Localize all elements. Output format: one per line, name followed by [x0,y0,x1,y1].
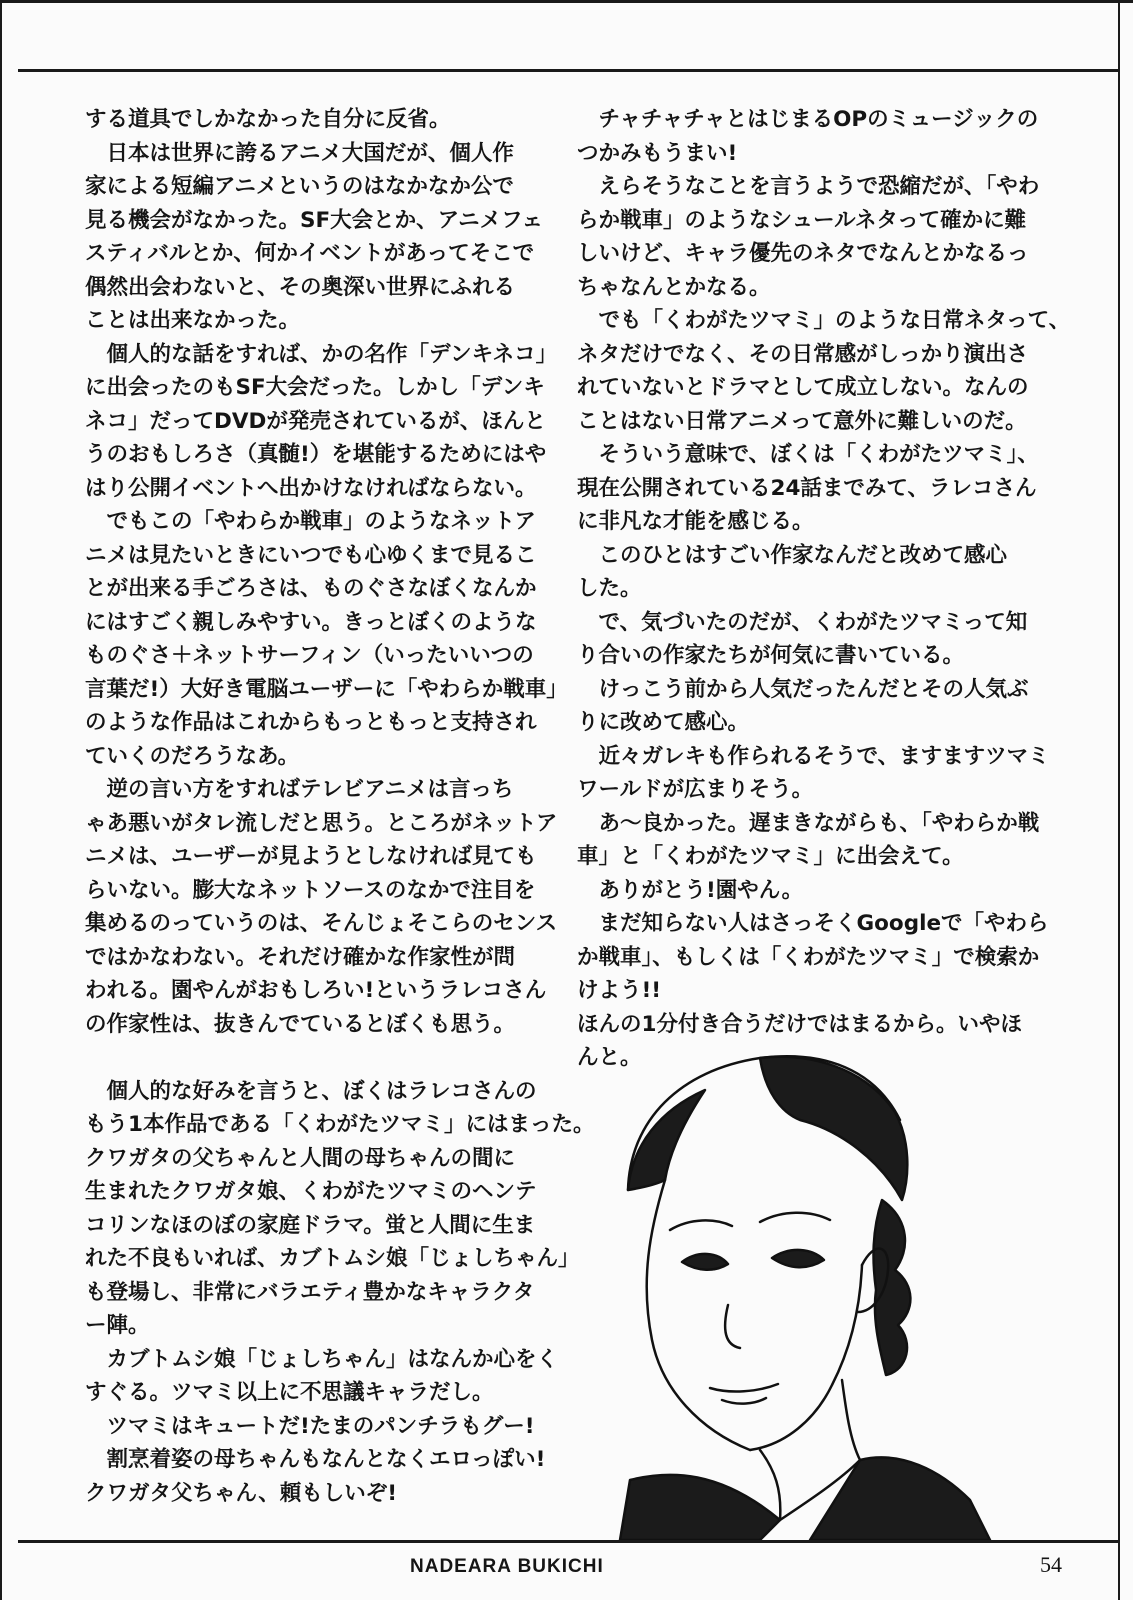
text-line: らいない。膨大なネットソースのなかで注目を [85,877,536,903]
text-line: つかみもうまい! [577,140,738,166]
text-line: で、気づいたのだが、くわがたツマミって知 [577,609,1028,635]
text-line: まだ知らない人はさっそくGoogleで「やわら [577,911,1049,936]
text-line: ー陣。 [85,1313,150,1338]
text-line: ゃあ悪いがタレ流しだと思う。ところがネットア [85,810,558,836]
text-line: すぐる。ツマミ以上に不思議キャラだし。 [85,1380,494,1405]
text-line: れた不良もいれば、カブトムシ娘「じょしちゃん」 [85,1246,580,1271]
text-line: らか戦車」のようなシュールネタって確かに難 [577,207,1027,233]
text-line: ちゃなんとかなる。 [577,274,771,300]
text-line: に非凡な才能を感じる。 [577,509,814,534]
text-line: 現在公開されている24話までみて、ラレコさん [577,475,1037,501]
braid [874,1200,911,1375]
text-line: スティバルとか、何かイベントがあってそこで [85,241,535,266]
text-line: に出会ったのもSF大会だった。しかし「デンキ [85,375,545,400]
text-line: でもこの「やわらか戦車」のようなネットア [85,509,536,534]
text-line: ものぐさ＋ネットサーフィン（いったいいつの [85,643,534,668]
right-eye [772,1250,824,1267]
text-line: われる。園やんがおもしろい!というラレコさん [85,978,547,1003]
text-line: ツマミはキュートだ!たまのパンチラもグー! [85,1413,535,1439]
right-text-column [577,103,1071,1075]
text-line: も登場し、非常にバラエティ豊かなキャラクタ [85,1279,535,1305]
text-line: うのおもしろさ（真髄!）を堪能するためにはや [85,442,547,467]
text-line: もう1本作品である「くわがたツマミ」にはまった。 [85,1112,595,1137]
text-line: 個人的な話をすれば、かの名作「デンキネコ」 [85,341,558,367]
text-line: ネタだけでなく、その日常感がしっかり演出さ [577,341,1029,367]
paragraph-gap [85,1041,525,1075]
text-line: けっこう前から人気だったんだとその人気ぶ [577,676,1029,702]
text-line: り合いの作家たちが何気に書いている。 [577,643,965,668]
text-line: する道具でしかなかった自分に反省。 [85,107,451,132]
text-line: はり公開イベントへ出かけなければならない。 [85,475,537,501]
text-line: 見る機会がなかった。SF大会とか、アニメフェ [85,207,544,233]
text-line: チャチャチャとはじまるOPのミュージックの [577,107,1039,132]
text-line: えらそうなことを言うようで恐縮だが、「やわ [577,174,1040,199]
text-line: 割烹着姿の母ちゃんもなんとなくエロっぽい! [85,1447,546,1472]
text-line: カブトムシ娘「じょしちゃん」はなんか心をく [85,1346,559,1372]
page-left-border [0,0,2,1600]
text-line: ワールドが広まりそう。 [577,777,814,802]
footer-author: NADEARA BUKICHI [410,1556,604,1577]
page-right-border [1118,0,1120,1600]
page-top-border [0,0,1133,3]
text-line: ニメは見たいときにいつでも心ゆくまで見るこ [85,542,537,568]
right-eyebrow [760,1213,830,1222]
text-line: ていくのだろうなあ。 [85,743,300,769]
collar [620,1475,780,1540]
text-line: クワガタ父ちゃん、頼もしいぞ! [85,1480,398,1506]
neck-right [842,1380,860,1460]
text-line: した。 [577,576,642,601]
text-line: とが出来る手ごろさは、ものぐさなぼくなんか [85,576,537,601]
text-line: しいけど、キャラ優先のネタでなんとかなるっ [577,241,1029,266]
text-line: りに改めて感心。 [577,710,750,735]
text-line: 集めるのっていうのは、そんじょそこらのセンス [85,911,558,936]
left-text-column [85,103,595,1510]
text-line: コリンなほのぼの家庭ドラマ。蛍と人間に生ま [85,1212,536,1238]
text-line: ありがとう!園やん。 [577,877,804,903]
text-line: 偶然出会わないと、その奥深い世界にふれる [85,274,516,300]
text-line: 言葉だ!）大好き電脳ユーザーに「やわらか戦車」 [85,676,568,702]
text-line: けよう!! [577,978,662,1003]
text-line: 逆の言い方をすればテレビアニメは言っち [85,777,514,802]
header-rule [18,69,1118,72]
lip [722,1398,766,1404]
text-line: 個人的な好みを言うと、ぼくはラレコさんの [85,1078,537,1104]
text-line: んと。 [577,1045,642,1070]
text-line: か戦車」、もしくは「くわがたツマミ」で検索か [577,944,1040,970]
text-line: ニメは、ユーザーが見ようとしなければ見ても [85,844,537,869]
text-line: 生まれたクワガタ娘、くわがたツマミのヘンテ [85,1179,537,1204]
text-line: でも「くわがたツマミ」のような日常ネタって、 [577,308,1071,333]
page-number: 54 [1040,1552,1062,1577]
collar-right [810,1457,990,1540]
nose [725,1305,740,1348]
text-line: ほんの1分付き合うだけではまるから。いやほ [577,1011,1022,1037]
hair-dark [760,1057,907,1200]
jaw [750,1265,862,1450]
footer-rule [18,1540,1118,1543]
text-line: クワガタの父ちゃんと人間の母ちゃんの間に [85,1145,516,1171]
character-illustration [610,1050,1118,1540]
text-line: 家による短編アニメというのはなかなか公で [85,174,514,199]
text-line: のような作品はこれからもっともっと支持され [85,710,537,735]
mouth [710,1384,778,1391]
text-line: にはすごく親しみやすい。きっとぼくのような [85,609,537,635]
text-line: ことは出来なかった。 [85,308,301,333]
text-line: の作家性は、抜きんでているとぼくも思う。 [85,1011,516,1037]
text-line: れていないとドラマとして成立しない。なんの [577,375,1029,400]
text-line: あ〜良かった。遅まきながらも、「やわらか戦 [577,810,1040,836]
text-line: このひとはすごい作家なんだと改めて感心 [577,542,1008,568]
text-line: 日本は世界に誇るアニメ大国だが、個人作 [85,140,514,166]
left-eyebrow [670,1220,732,1230]
text-line: 近々ガレキも作られるそうで、ますますツマミ [577,743,1050,769]
left-eye [682,1254,728,1270]
text-line: ことはない日常アニメって意外に難しいのだ。 [577,408,1027,434]
text-line: ではかなわない。それだけ確かな作家性が問 [85,944,516,970]
text-line: そういう意味で、ぼくは「くわがたツマミ」、 [577,442,1039,467]
text-line: 車」と「くわがたツマミ」に出会えて。 [577,844,964,869]
text-line: ネコ」だってDVDが発売されているが、ほんと [85,408,546,434]
